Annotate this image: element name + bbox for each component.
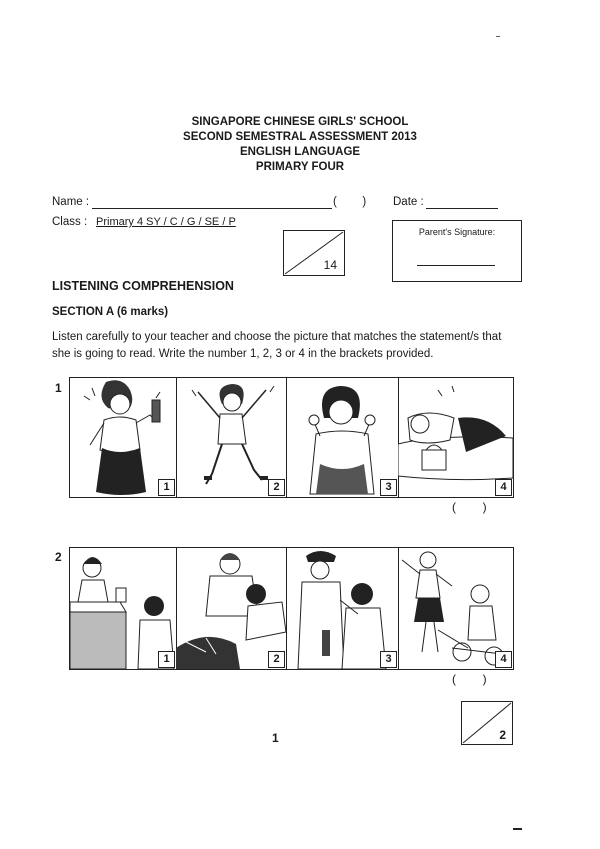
picture-number: 3 <box>380 651 397 668</box>
scan-mark <box>513 828 522 830</box>
school-name: SINGAPORE CHINESE GIRLS' SCHOOL <box>191 116 409 128</box>
section-score-box <box>283 230 345 276</box>
section-a-title: SECTION A (6 marks) <box>52 306 169 318</box>
class-options: Primary 4 SY / C / G / SE / P <box>96 216 236 228</box>
picture-number: 2 <box>268 479 285 496</box>
picture-number: 1 <box>158 479 175 496</box>
picture-option[interactable] <box>286 548 399 669</box>
name-field[interactable] <box>92 208 332 209</box>
parent-signature-field[interactable] <box>417 265 495 266</box>
answer-brackets[interactable]: ( ) <box>452 672 487 686</box>
date-label: Date : <box>393 196 424 208</box>
level-title: PRIMARY FOUR <box>255 161 345 173</box>
picture-option[interactable] <box>70 378 177 497</box>
picture-option[interactable] <box>70 548 177 669</box>
parent-signature-box <box>392 220 522 282</box>
class-label: Class : <box>52 216 88 228</box>
scan-mark <box>496 36 500 37</box>
picture-option[interactable] <box>398 378 513 497</box>
picture-option[interactable] <box>286 378 399 497</box>
question-2-pictures <box>69 547 514 670</box>
subject-title: ENGLISH LANGUAGE <box>239 146 361 158</box>
assessment-title: SECOND SEMESTRAL ASSESSMENT 2013 <box>183 131 417 143</box>
question-1-pictures <box>69 377 514 498</box>
picture-option[interactable] <box>176 548 287 669</box>
question-number: 1 <box>55 381 62 395</box>
name-label: Name : <box>52 196 90 208</box>
page-score-box <box>461 701 513 745</box>
picture-number: 2 <box>268 651 285 668</box>
score-total: 14 <box>323 258 337 272</box>
answer-brackets[interactable]: ( ) <box>452 500 487 514</box>
question-number: 2 <box>55 550 62 564</box>
instructions: Listen carefully to your teacher and choose the picture that matches the statement/s that she is going to read. Write the number 1, 2, 3 or 4 in the brackets provided. <box>52 331 502 360</box>
score-total: 2 <box>499 728 506 742</box>
register-number-brackets: ( ) <box>333 196 367 208</box>
section-title: LISTENING COMPREHENSION <box>52 279 234 293</box>
date-field[interactable] <box>426 208 498 209</box>
picture-number: 4 <box>495 651 512 668</box>
page-number: 1 <box>272 731 279 745</box>
picture-number: 3 <box>380 479 397 496</box>
picture-number: 4 <box>495 479 512 496</box>
picture-number: 1 <box>158 651 175 668</box>
picture-option[interactable] <box>176 378 287 497</box>
picture-option[interactable] <box>398 548 513 669</box>
parent-signature-label: Parent's Signature: <box>418 227 496 237</box>
